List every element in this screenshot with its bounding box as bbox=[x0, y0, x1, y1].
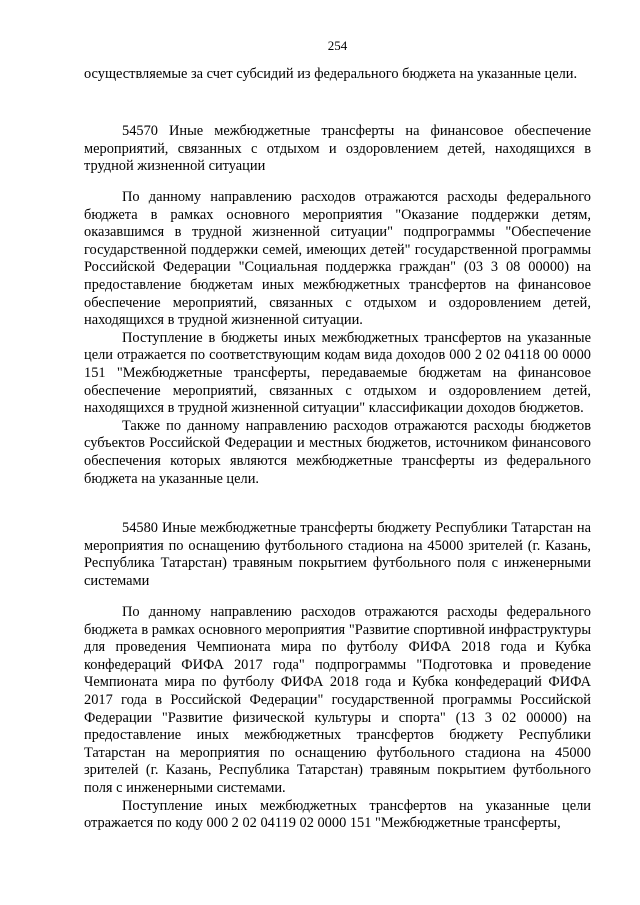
section-body-54580 bbox=[84, 604, 591, 833]
paragraph: Также по данному направлению расходов отражаются расходы бюджетов субъектов Российской Федерации и местных бюджетов, источником финансового обеспечения которых являются межбюджетные трансферты из федерального бюджета на указанные цели. bbox=[84, 417, 591, 487]
section-heading-54580: 54580 Иные межбюджетные трансферты бюджету Республики Татарстан на мероприятия по оснащению футбольного стадиона на 45000 зрителей (г. Казань, Республика Татарстан) травяным покрытием футбольного поля с инженерными системами bbox=[84, 520, 591, 589]
paragraph: Поступление иных межбюджетных трансфертов на указанные цели отражается по коду 000 2 02 04119 02 0000 151 "Межбюджетные трансферты, bbox=[84, 797, 591, 832]
paragraph: По данному направлению расходов отражаются расходы федерального бюджета в рамках основного мероприятия "Развитие спортивной инфраструктуры для проведения Чемпионата мира по футболу ФИФА 2018 года и Кубка конфедераций ФИФА 2017 года" подпрограммы "Подготовка и проведение Чемпионата мира по футболу ФИФА 2018 года и Кубка конфедераций ФИФА 2017 года в Российской Федерации" государственной программы Российской Федерации "Развитие физической культуры и спорта" (13 3 02 00000) на предоставление иных межбюджетных трансфертов бюджету Республики Татарстан на мероприятия по оснащению футбольного стадиона на 45000 зрителей (г. Казань, Республика Татарстан) травяным покрытием футбольного поля с инженерными системами. bbox=[84, 604, 591, 796]
page-number: 254 bbox=[327, 38, 348, 53]
section-body-54570 bbox=[84, 189, 591, 488]
paragraph: По данному направлению расходов отражаются расходы федерального бюджета в рамках основного мероприятия "Оказание поддержки детям, оказавшимся в трудной жизненной ситуации" подпрограммы "Обеспечение государственной поддержки семей, имеющих детей" государственной программы Российской Федерации "Социальная поддержка граждан" (03 3 08 00000) на предоставление бюджетам иных межбюджетных трансфертов на финансовое обеспечение мероприятий, связанных с отдыхом и оздоровлением детей, находящихся в трудной жизненной ситуации. bbox=[84, 189, 591, 329]
section-heading-54570: 54570 Иные межбюджетные трансферты на финансовое обеспечение мероприятий, связанных с отдыхом и оздоровлением детей, находящихся в трудной жизненной ситуации bbox=[84, 123, 591, 175]
paragraph: Поступление в бюджеты иных межбюджетных трансфертов на указанные цели отражается по соответствующим кодам вида доходов 000 2 02 04118 00 0000 151 "Межбюджетные трансферты, передаваемые бюджетам на финансовое обеспечение мероприятий, связанных с отдыхом и оздоровлением детей, находящихся в трудной жизненной ситуации" классификации доходов бюджетов. bbox=[84, 329, 591, 417]
intro-continuation: осуществляемые за счет субсидий из федерального бюджета на указанные цели. bbox=[84, 66, 578, 82]
